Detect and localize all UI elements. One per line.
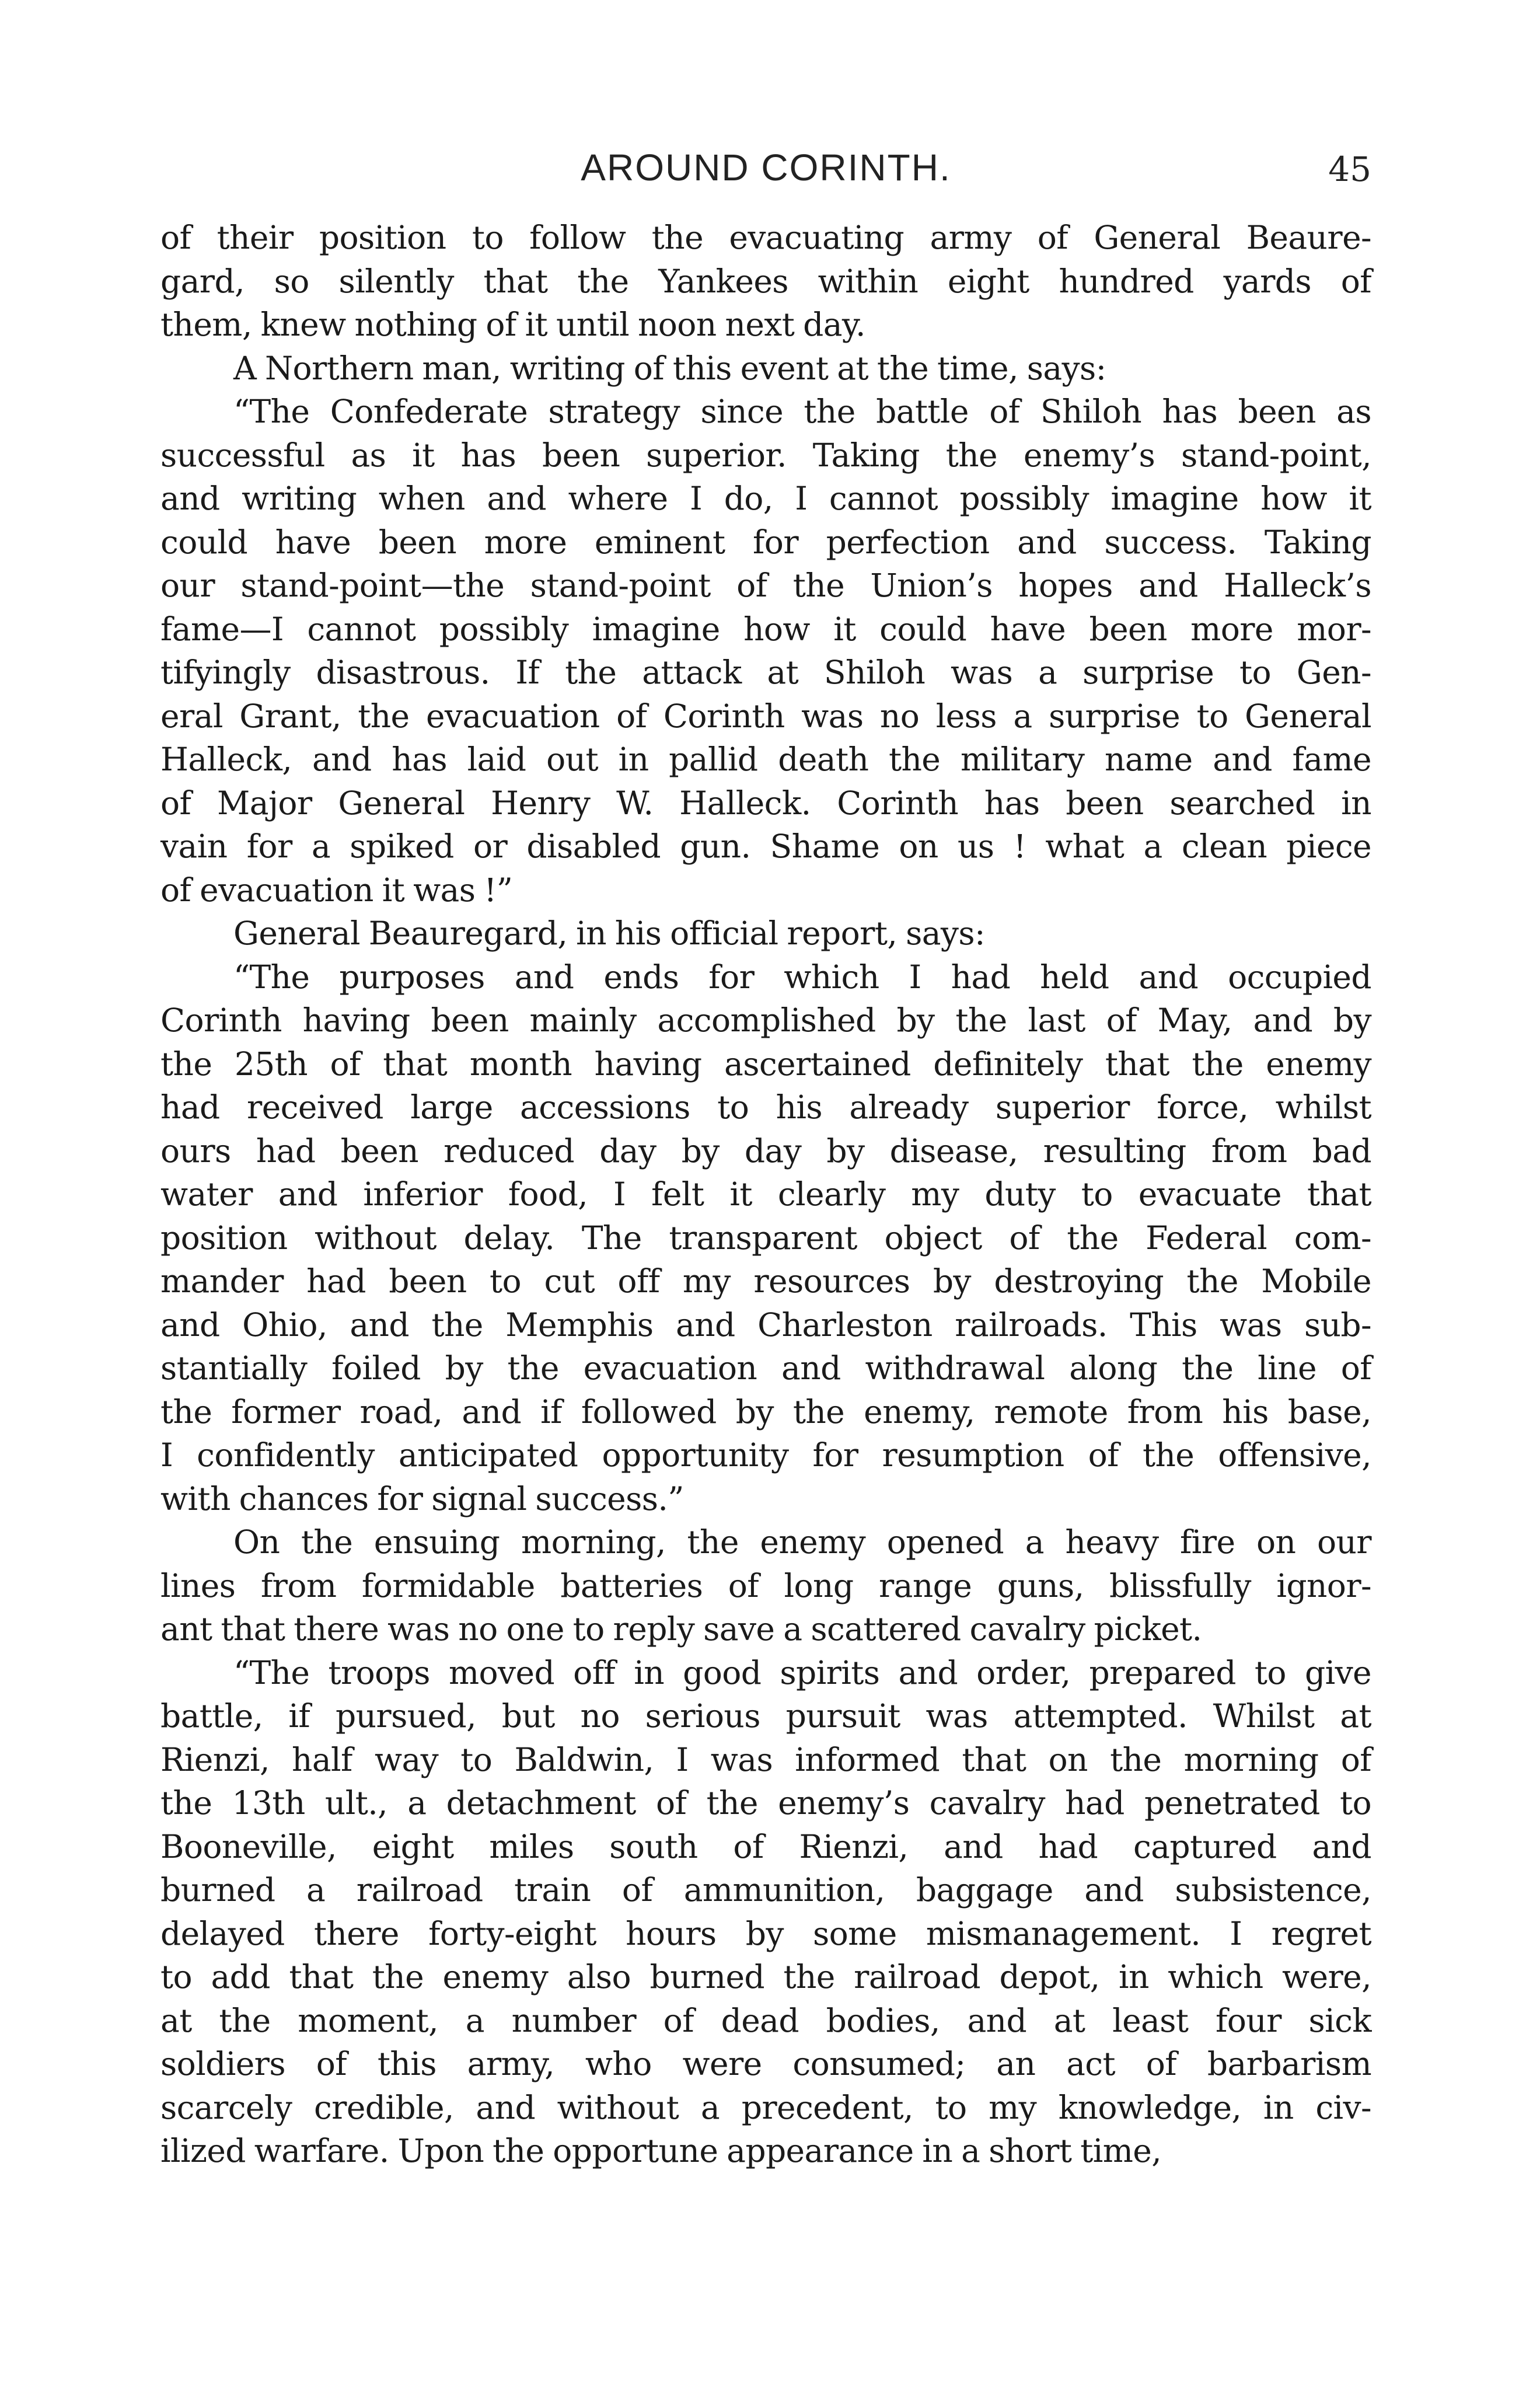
text-line: them, knew nothing of it until noon next day. bbox=[160, 306, 865, 343]
text-line: of Major General Henry W. Halleck. Corinth has been searched in bbox=[160, 784, 1371, 822]
text-line: of their position to follow the evacuating army of General Beaure- bbox=[160, 219, 1371, 256]
text-line: had received large accessions to his already superior force, whilst bbox=[160, 1089, 1371, 1126]
text-line: vain for a spiked or disabled gun. Shame on us ! what a clean piece bbox=[160, 828, 1371, 865]
text-line: A Northern man, writing of this event at the time, says: bbox=[233, 349, 1106, 387]
page-number: 45 bbox=[1328, 149, 1371, 189]
text-line: and writing when and where I do, I cannot possibly imagine how it bbox=[160, 480, 1371, 517]
text-line: battle, if pursued, but no serious pursuit was attempted. Whilst at bbox=[160, 1697, 1371, 1735]
text-line: mander had been to cut off my resources by destroying the Mobile bbox=[160, 1262, 1371, 1300]
text-line: Booneville, eight miles south of Rienzi, and had captured and bbox=[160, 1827, 1371, 1865]
text-line: General Beauregard, in his official report, says: bbox=[233, 915, 985, 952]
text-line: to add that the enemy also burned the railroad depot, in which were, bbox=[160, 1958, 1371, 1996]
text-line: of evacuation it was !” bbox=[160, 871, 513, 909]
paragraph bbox=[160, 1520, 1371, 1651]
running-title: AROUND CORINTH. bbox=[581, 146, 951, 189]
paragraph bbox=[160, 955, 1371, 1521]
text-line: could have been more eminent for perfection and success. Taking bbox=[160, 523, 1371, 561]
text-line: I confidently anticipated opportunity for resumption of the offensive, bbox=[160, 1436, 1371, 1474]
paragraph bbox=[160, 912, 1371, 955]
text-line: burned a railroad train of ammunition, baggage and subsistence, bbox=[160, 1871, 1371, 1909]
text-line: ant that there was no one to reply save a scattered cavalry picket. bbox=[160, 1610, 1202, 1648]
text-line: stantially foiled by the evacuation and withdrawal along the line of bbox=[160, 1349, 1371, 1387]
text-line: Rienzi, half way to Baldwin, I was informed that on the morning of bbox=[160, 1740, 1371, 1778]
text-line: delayed there forty-eight hours by some mismanagement. I regret bbox=[160, 1914, 1371, 1952]
text-line: tifyingly disastrous. If the attack at Shiloh was a surprise to Gen- bbox=[160, 654, 1371, 691]
text-line: Halleck, and has laid out in pallid death the military name and fame bbox=[160, 741, 1371, 778]
text-line: ilized warfare. Upon the opportune appearance in a short time, bbox=[160, 2132, 1162, 2169]
text-line: with chances for signal success.” bbox=[160, 1480, 684, 1518]
text-line: Corinth having been mainly accomplished by the last of May, and by bbox=[160, 1002, 1371, 1039]
paragraph bbox=[160, 1651, 1371, 2173]
paragraph bbox=[160, 216, 1371, 347]
text-line: scarcely credible, and without a precedent, to my knowledge, in civ- bbox=[160, 2088, 1371, 2126]
body-text bbox=[160, 216, 1371, 2173]
text-line: “The Confederate strategy since the battle of Shiloh has been as bbox=[233, 393, 1371, 430]
text-line: eral Grant, the evacuation of Corinth was no less a surprise to General bbox=[160, 697, 1371, 735]
text-line: lines from formidable batteries of long range guns, blissfully ignor- bbox=[160, 1567, 1371, 1604]
text-line: gard, so silently that the Yankees within eight hundred yards of bbox=[160, 262, 1371, 300]
text-line: the former road, and if followed by the enemy, remote from his base, bbox=[160, 1393, 1371, 1431]
text-line: water and inferior food, I felt it clearly my duty to evacuate that bbox=[160, 1175, 1371, 1213]
text-line: at the moment, a number of dead bodies, and at least four sick bbox=[160, 2001, 1371, 2039]
text-line: ours had been reduced day by day by disease, resulting from bad bbox=[160, 1132, 1371, 1170]
text-line: “The troops moved off in good spirits and order, prepared to give bbox=[233, 1653, 1371, 1691]
running-head bbox=[160, 139, 1371, 191]
text-line: position without delay. The transparent object of the Federal com- bbox=[160, 1219, 1371, 1257]
paragraph bbox=[160, 347, 1371, 390]
text-line: successful as it has been superior. Taking the enemy’s stand-point, bbox=[160, 436, 1371, 474]
text-line: soldiers of this army, who were consumed; an act of barbarism bbox=[160, 2045, 1371, 2082]
paragraph bbox=[160, 390, 1371, 912]
text-line: fame—I cannot possibly imagine how it could have been more mor- bbox=[160, 610, 1371, 648]
text-line: On the ensuing morning, the enemy opened a heavy fire on our bbox=[233, 1523, 1371, 1561]
text-line: our stand-point—the stand-point of the Union’s hopes and Halleck’s bbox=[160, 567, 1371, 604]
text-line: “The purposes and ends for which I had held and occupied bbox=[233, 958, 1371, 996]
text-line: the 25th of that month having ascertained definitely that the enemy bbox=[160, 1045, 1371, 1083]
text-line: the 13th ult., a detachment of the enemy’s cavalry had penetrated to bbox=[160, 1784, 1371, 1822]
text-line: and Ohio, and the Memphis and Charleston railroads. This was sub- bbox=[160, 1306, 1371, 1344]
